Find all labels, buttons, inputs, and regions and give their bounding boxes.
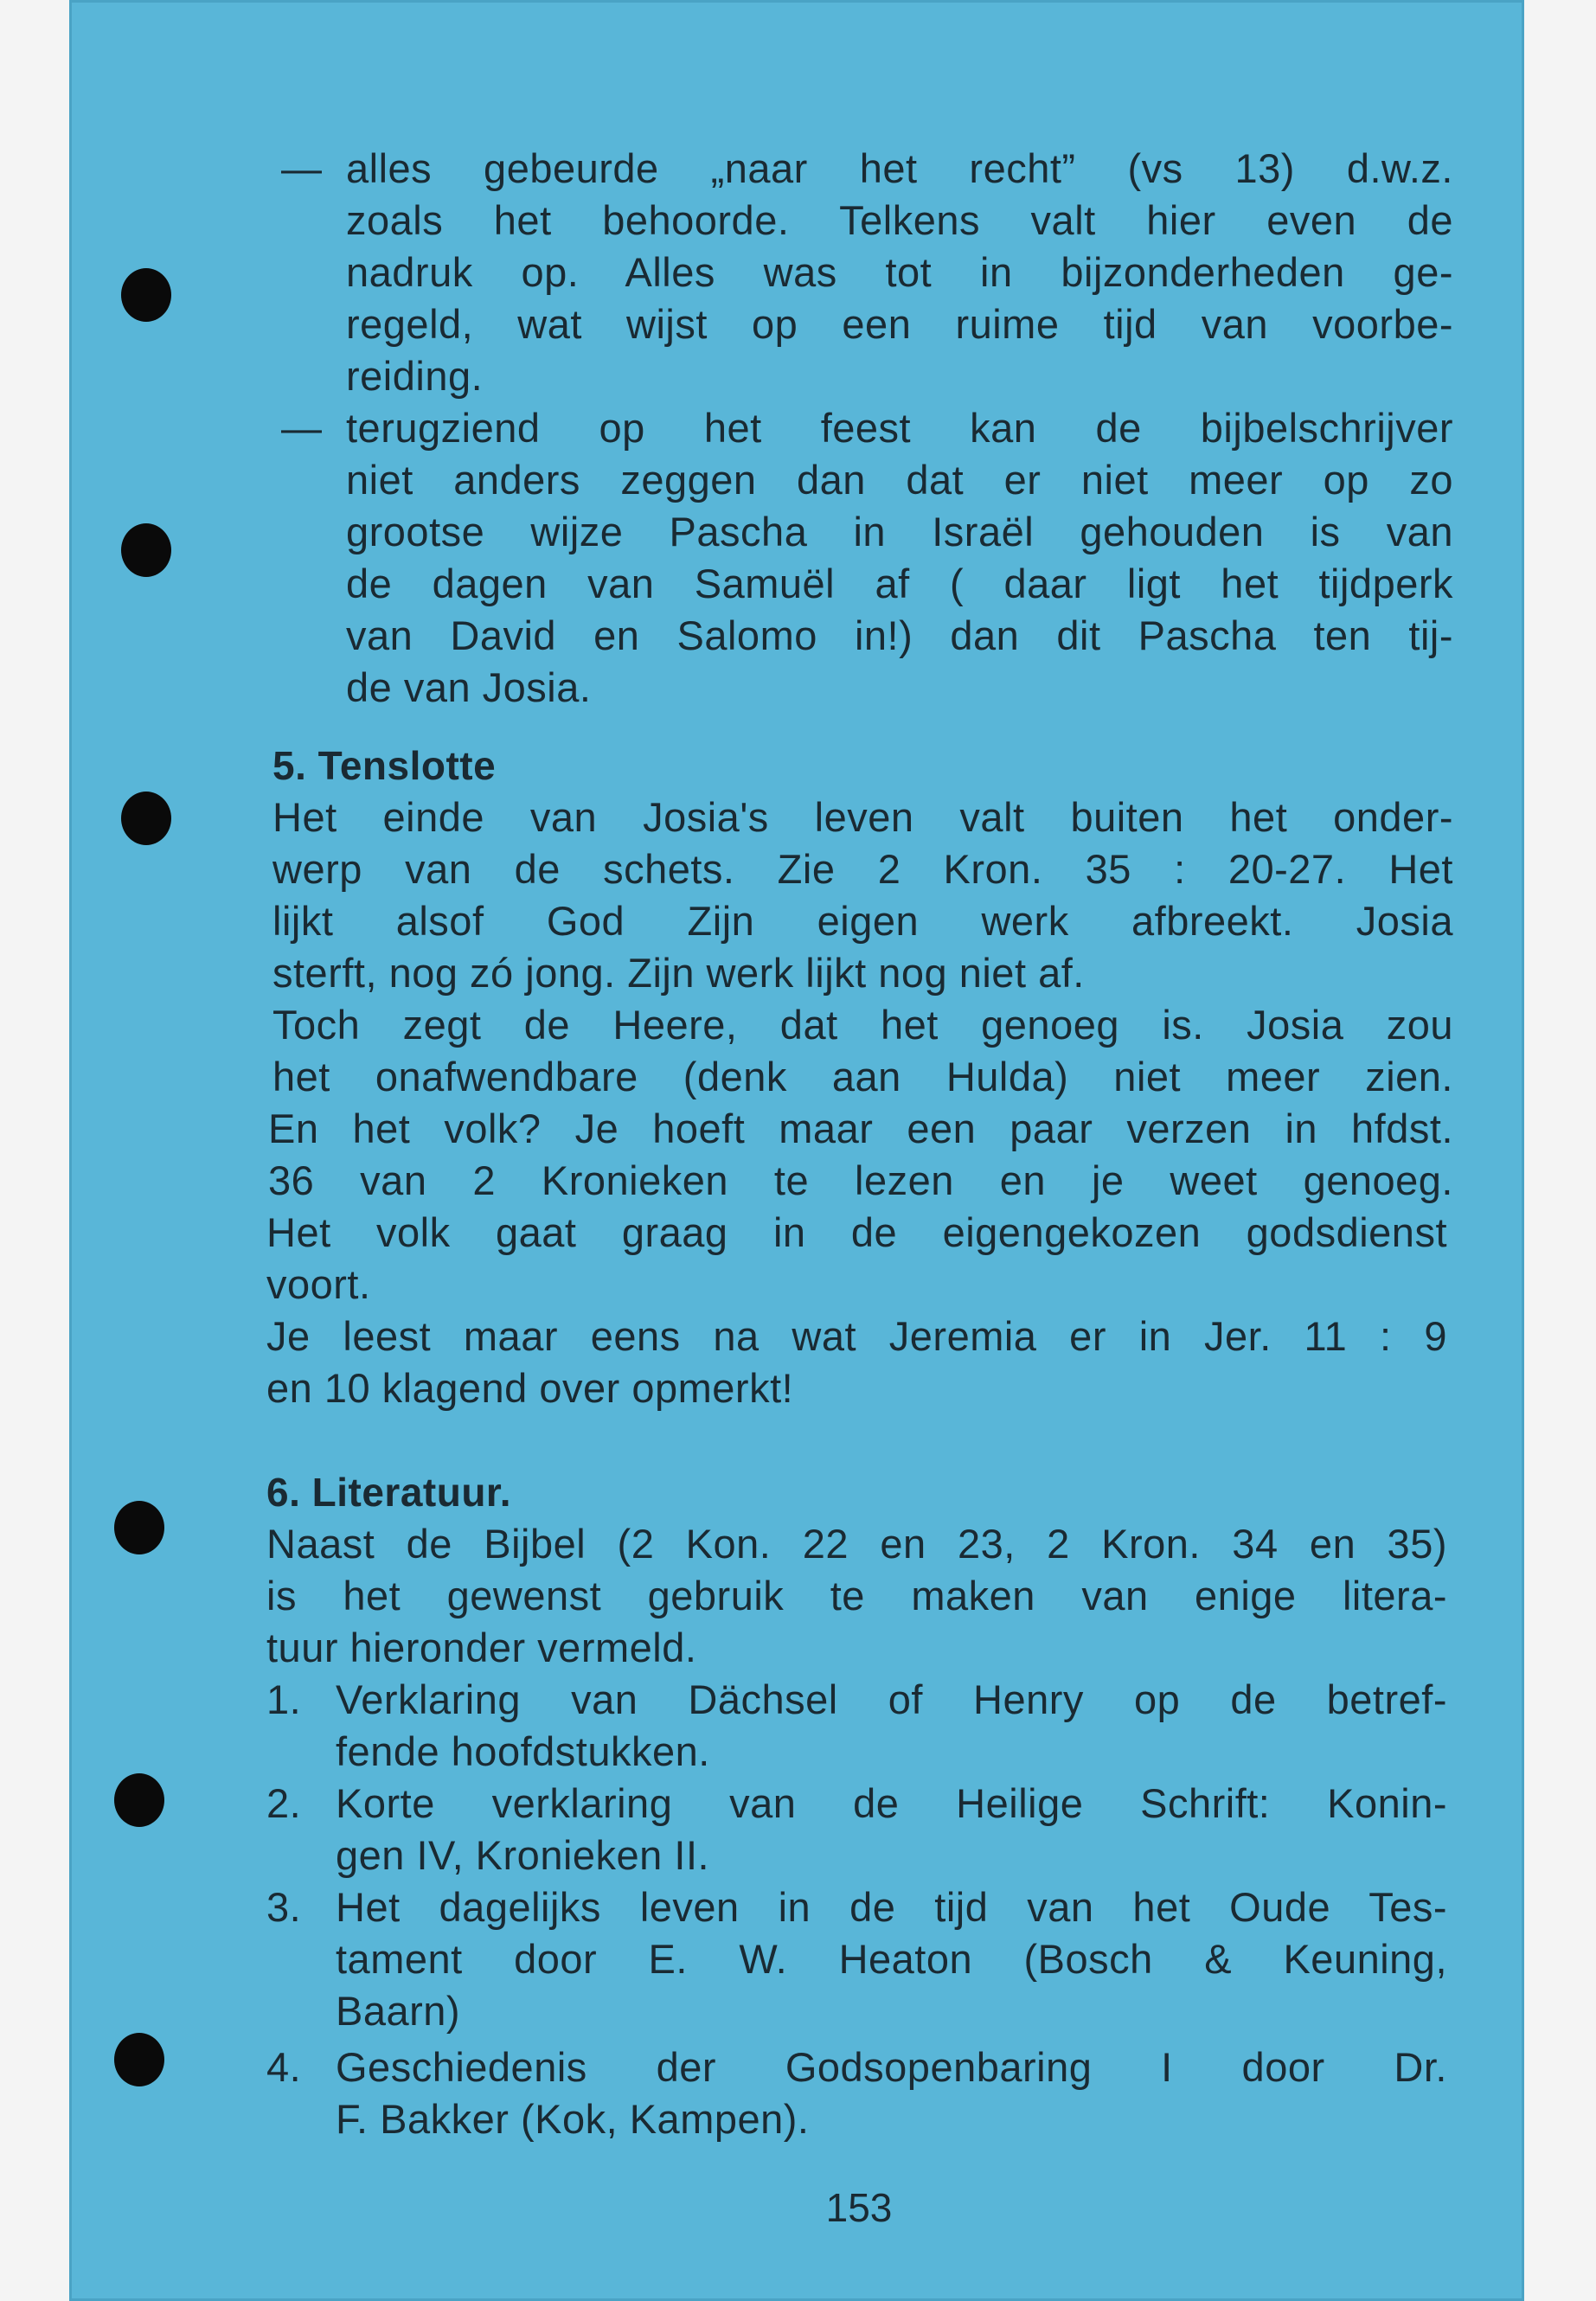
list-item-line: Het dagelijks leven in de tijd van het Oude Tes- xyxy=(336,1884,1447,1930)
scan-margin-left xyxy=(0,0,69,2301)
bullet-line: de van Josia. xyxy=(346,664,592,710)
paragraph-line: sterft, nog zó jong. Zijn werk lijkt nog niet af. xyxy=(272,950,1085,996)
bullet-line: zoals het behoorde. Telkens valt hier even de xyxy=(346,197,1453,243)
paragraph-line: 36 van 2 Kronieken te lezen en je weet genoeg. xyxy=(268,1157,1453,1203)
bullet-line: van David en Salomo in!) dan dit Pascha ten tij- xyxy=(346,612,1453,658)
paragraph-line: werp van de schets. Zie 2 Kron. 35 : 20-27. Het xyxy=(272,846,1453,892)
bullet-line: niet anders zeggen dan dat er niet meer op zo xyxy=(346,457,1453,503)
bullet-dash: — xyxy=(281,145,323,191)
list-item-line: gen IV, Kronieken II. xyxy=(336,1832,710,1878)
bullet-line: terugziend op het feest kan de bijbelschrijver xyxy=(346,405,1453,451)
bullet-line: reiding. xyxy=(346,353,484,399)
section-heading: 6. Literatuur. xyxy=(266,1470,512,1515)
list-item-line: Baarn) xyxy=(336,1988,461,2034)
paragraph-line: En het volk? Je hoeft maar een paar verzen in hfdst. xyxy=(268,1106,1453,1151)
paragraph-line: Toch zegt de Heere, dat het genoeg is. Josia zou xyxy=(272,1002,1453,1048)
list-item-line: F. Bakker (Kok, Kampen). xyxy=(336,2096,810,2142)
paragraph-line: is het gewenst gebruik te maken van enige litera- xyxy=(266,1573,1447,1618)
bullet-line: regeld, wat wijst op een ruime tijd van voorbe- xyxy=(346,301,1453,347)
page-number: 153 xyxy=(825,2185,893,2230)
paragraph-line: Naast de Bijbel (2 Kon. 22 en 23, 2 Kron. 34 en 35) xyxy=(266,1521,1447,1567)
list-item-line: Verklaring van Dächsel of Henry op de betref- xyxy=(336,1676,1447,1722)
paragraph-line: tuur hieronder vermeld. xyxy=(266,1625,697,1670)
binder-hole xyxy=(121,268,171,322)
list-number: 3. xyxy=(266,1884,302,1930)
paragraph-line: het onafwendbare (denk aan Hulda) niet meer zien. xyxy=(272,1054,1453,1099)
paragraph-line: Je leest maar eens na wat Jeremia er in Jer. 11 : 9 xyxy=(266,1313,1447,1359)
list-item-line: tament door E. W. Heaton (Bosch & Keuning, xyxy=(336,1936,1447,1982)
section-heading: 5. Tenslotte xyxy=(272,743,497,788)
list-number: 2. xyxy=(266,1780,302,1826)
list-item-line: fende hoofdstukken. xyxy=(336,1728,710,1774)
document-page xyxy=(69,0,1524,2301)
binder-hole xyxy=(121,792,171,845)
paragraph-line: en 10 klagend over opmerkt! xyxy=(266,1365,794,1411)
bullet-line: de dagen van Samuël af ( daar ligt het tijdperk xyxy=(346,561,1453,606)
bullet-line: nadruk op. Alles was tot in bijzonderheden ge- xyxy=(346,249,1453,295)
paragraph-line: Het volk gaat graag in de eigengekozen godsdienst xyxy=(266,1209,1447,1255)
binder-hole xyxy=(121,523,171,577)
list-item-line: Geschiedenis der Godsopenbaring I door Dr. xyxy=(336,2044,1447,2090)
bullet-line: alles gebeurde „naar het recht” (vs 13) d.w.z. xyxy=(346,145,1453,191)
paragraph-line: lijkt alsof God Zijn eigen werk afbreekt. Josia xyxy=(272,898,1453,944)
binder-hole xyxy=(114,2033,164,2086)
bullet-line: grootse wijze Pascha in Israël gehouden is van xyxy=(346,509,1453,554)
binder-hole xyxy=(114,1773,164,1827)
paragraph-line: voort. xyxy=(266,1261,371,1307)
binder-hole xyxy=(114,1501,164,1554)
scan-margin-right xyxy=(1524,0,1596,2301)
paragraph-line: Het einde van Josia's leven valt buiten het onder- xyxy=(272,794,1453,840)
list-number: 4. xyxy=(266,2044,302,2090)
bullet-dash: — xyxy=(281,405,323,451)
list-number: 1. xyxy=(266,1676,302,1722)
list-item-line: Korte verklaring van de Heilige Schrift: Konin- xyxy=(336,1780,1447,1826)
